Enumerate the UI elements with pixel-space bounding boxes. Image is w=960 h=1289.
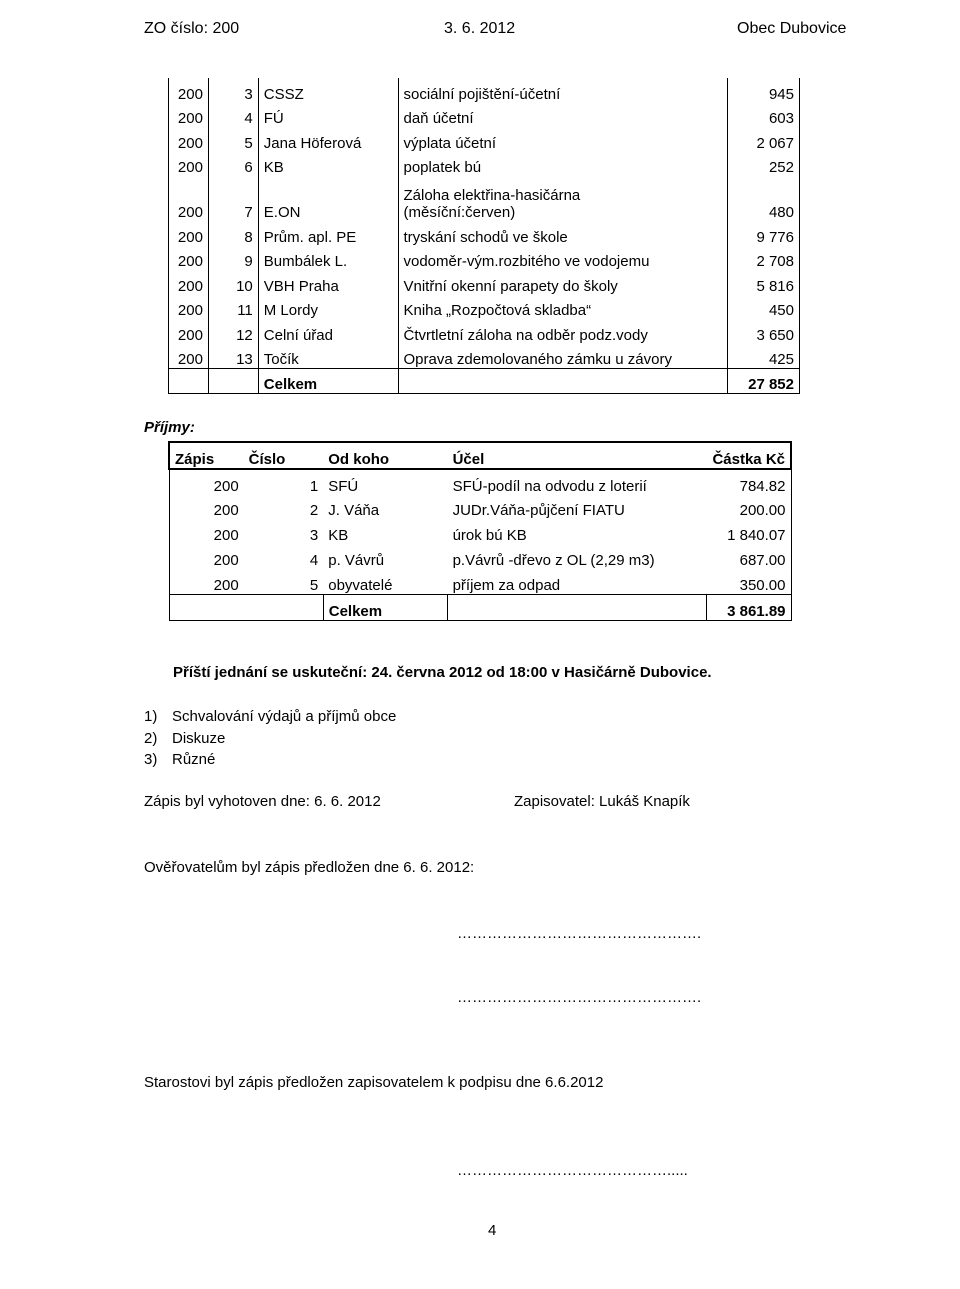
table-cell: 200 <box>169 569 244 594</box>
created-date: Zápis byl vyhotoven dne: 6. 6. 2012 <box>144 793 381 810</box>
table-cell: 200 <box>169 319 209 344</box>
table-row <box>169 495 791 520</box>
table-cell: 200 <box>169 176 209 221</box>
table-cell: 10 <box>208 270 258 295</box>
table-cell: Točík <box>258 344 398 369</box>
table-row <box>169 270 800 295</box>
income-table <box>168 441 792 621</box>
table-cell: 603 <box>728 103 800 128</box>
table-cell: 200 <box>169 495 244 520</box>
agenda-item: 3) Různé <box>144 751 216 768</box>
table-row <box>169 127 800 152</box>
table-row <box>169 221 800 246</box>
table-cell: Celní úřad <box>258 319 398 344</box>
table-cell: Bumbálek L. <box>258 246 398 271</box>
table-cell: 2 708 <box>728 246 800 271</box>
table-cell: poplatek bú <box>398 152 728 177</box>
table-row <box>169 103 800 128</box>
column-header: Od koho <box>323 442 447 469</box>
column-header: Částka Kč <box>707 442 791 469</box>
table-cell: SFÚ <box>328 477 359 495</box>
table-cell: Oprava zdemolovaného zámku u závory <box>398 344 728 369</box>
table-cell: p. Vávrů <box>328 551 385 569</box>
table-cell: příjem za odpad <box>452 576 561 594</box>
table-cell: CSSZ <box>258 78 398 103</box>
table-cell: Kniha „Rozpočtová skladba“ <box>398 295 728 320</box>
signature-line-2: …………………………………………. <box>457 989 702 1006</box>
table-cell: Záloha elektřina-hasičárna (měsíční:červen) <box>398 176 728 221</box>
table-cell: Čtvrtletní záloha na odběr podz.vody <box>398 319 728 344</box>
table-cell: 5 <box>208 127 258 152</box>
agenda-list <box>144 706 396 771</box>
table-cell: 480 <box>728 176 800 221</box>
total-row <box>169 369 800 394</box>
table-row <box>169 344 800 369</box>
table-cell: M Lordy <box>258 295 398 320</box>
verifiers-note: Ověřovatelům byl zápis předložen dne 6. 6. 2012: <box>144 859 475 876</box>
income-section-label: Příjmy: <box>144 419 195 436</box>
recorder: Zapisovatel: Lukáš Knapík <box>514 793 690 810</box>
table-row <box>169 319 800 344</box>
header-left: ZO číslo: 200 <box>144 20 240 37</box>
header-center: 3. 6. 2012 <box>444 20 516 37</box>
total-label: Celkem <box>323 594 447 620</box>
table-cell: tryskání schodů ve škole <box>398 221 728 246</box>
table-row <box>169 469 791 495</box>
next-meeting: Příští jednání se uskuteční: 24. června 2012 od 18:00 v Hasičárně Dubovice. <box>173 664 712 681</box>
table-row <box>169 544 791 569</box>
table-cell: 3 <box>309 527 319 545</box>
table-cell: 945 <box>728 78 800 103</box>
table-cell: J. Váňa <box>328 502 380 520</box>
table-cell: SFÚ-podíl na odvodu z loterií <box>452 477 647 495</box>
table-cell: 425 <box>728 344 800 369</box>
table-cell: 13 <box>208 344 258 369</box>
agenda-item: 2) Diskuze <box>144 729 226 747</box>
table-cell: 9 <box>208 246 258 271</box>
table-cell: 5 816 <box>728 270 800 295</box>
table-cell: 200 <box>169 221 209 246</box>
table-cell: KB <box>258 152 398 177</box>
table-cell: VBH Praha <box>258 270 398 295</box>
table-row <box>169 519 791 544</box>
table-cell: 200 <box>169 270 209 295</box>
table-cell: 3 <box>208 78 258 103</box>
table-cell: 200 <box>169 295 209 320</box>
table-cell: Vnitřní okenní parapety do školy <box>398 270 728 295</box>
table-cell: 784.82 <box>707 469 791 495</box>
table-cell: 200 <box>169 152 209 177</box>
table-row <box>169 295 800 320</box>
column-header: Číslo <box>244 442 324 469</box>
table-cell: 3 650 <box>728 319 800 344</box>
mayor-note: Starostovi byl zápis předložen zapisovatelem k podpisu dne 6.6.2012 <box>144 1074 604 1091</box>
table-cell: 200 <box>169 246 209 271</box>
table-header <box>169 442 791 469</box>
table-cell: Prům. apl. PE <box>258 221 398 246</box>
signature-line-1: …………………………………………. <box>457 925 702 942</box>
table-cell: daň účetní <box>398 103 728 128</box>
table-cell: 200 <box>169 344 209 369</box>
table-cell: 9 776 <box>728 221 800 246</box>
table-cell: 1 840.07 <box>707 519 791 544</box>
table-cell: 8 <box>208 221 258 246</box>
table-cell: výplata účetní <box>398 127 728 152</box>
table-cell: 4 <box>309 551 319 569</box>
column-header: Účel <box>448 442 707 469</box>
total-value: 3 861.89 <box>707 594 791 620</box>
table-cell: 12 <box>208 319 258 344</box>
table-cell: 2 067 <box>728 127 800 152</box>
table-cell: p.Vávrů -dřevo z OL (2,29 m3) <box>452 551 655 569</box>
table-cell: 252 <box>728 152 800 177</box>
table-cell: Jana Höferová <box>258 127 398 152</box>
table-cell: E.ON <box>258 176 398 221</box>
table-row <box>169 152 800 177</box>
table-cell: 6 <box>208 152 258 177</box>
agenda-item: 1) Schvalování výdajů a příjmů obce <box>144 708 397 725</box>
header-right: Obec Dubovice <box>737 20 847 37</box>
table-cell: obyvatelé <box>328 576 393 594</box>
table-cell: FÚ <box>258 103 398 128</box>
table-row <box>169 569 791 594</box>
table-cell: 7 <box>208 176 258 221</box>
table-cell: JUDr.Váňa-půjčení FIATU <box>452 502 625 520</box>
table-cell: 4 <box>208 103 258 128</box>
total-value: 27 852 <box>728 369 800 394</box>
table-cell: 200.00 <box>707 495 791 520</box>
table-cell: 200 <box>169 103 209 128</box>
table-cell: KB <box>328 527 349 545</box>
table-cell: 2 <box>309 502 319 520</box>
expenses-table <box>168 78 800 394</box>
table-cell: 350.00 <box>707 569 791 594</box>
table-cell: 687.00 <box>707 544 791 569</box>
table-cell: 200 <box>169 469 244 495</box>
table-cell: 200 <box>169 78 209 103</box>
table-cell: úrok bú KB <box>452 527 527 545</box>
column-header: Zápis <box>169 442 244 469</box>
signature-line-3: ……………………………………..... <box>457 1162 688 1179</box>
table-cell: 200 <box>169 544 244 569</box>
table-cell: 11 <box>208 295 258 320</box>
table-cell: 450 <box>728 295 800 320</box>
table-row <box>169 246 800 271</box>
table-cell: 200 <box>169 519 244 544</box>
page-number: 4 <box>488 1222 497 1239</box>
table-cell: 200 <box>169 127 209 152</box>
table-row <box>169 176 800 221</box>
table-cell: 1 <box>309 477 319 495</box>
table-row <box>169 78 800 103</box>
total-label: Celkem <box>258 369 398 394</box>
total-row <box>169 594 791 620</box>
table-cell: vodoměr-vým.rozbitého ve vodojemu <box>398 246 728 271</box>
table-cell: sociální pojištění-účetní <box>398 78 728 103</box>
table-cell: 5 <box>309 576 319 594</box>
